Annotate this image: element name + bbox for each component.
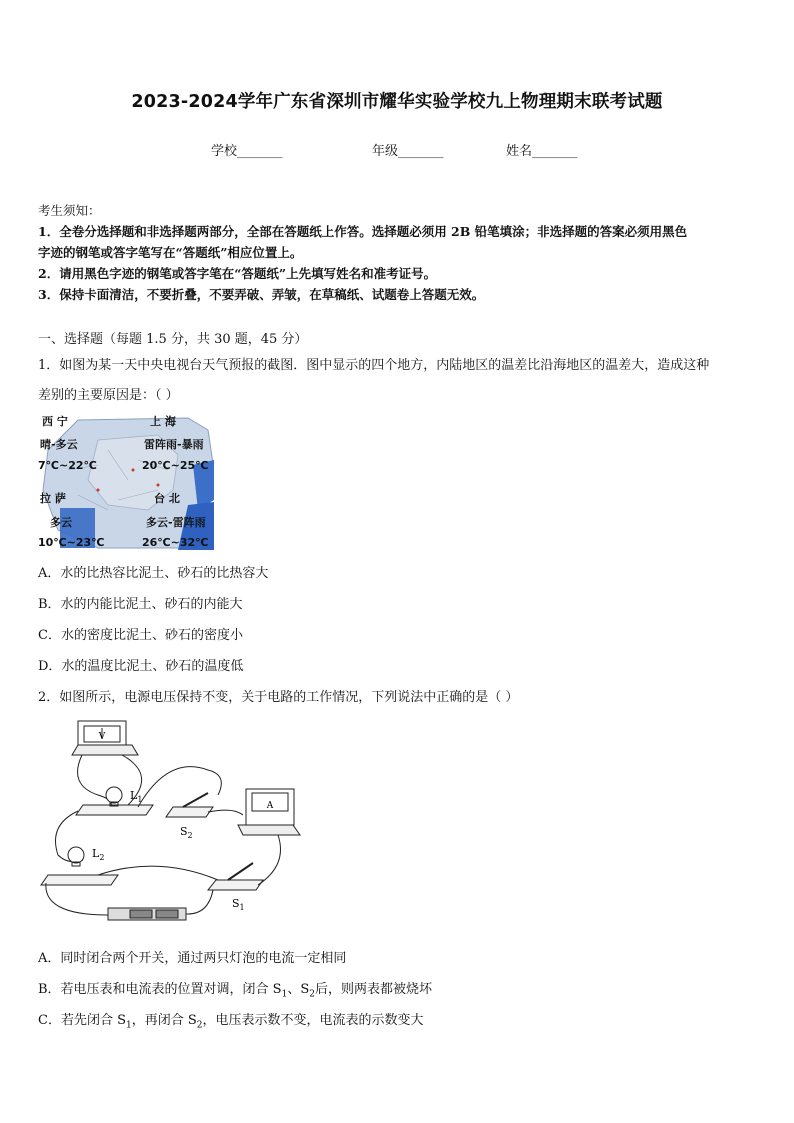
map-weather-xining: 晴-多云 [40,438,78,451]
option-c-sub-1: 1 [126,1020,132,1031]
lamp-l2-label: $L_2$ [92,847,105,862]
option-b-sub-1: 1 [281,989,288,1000]
question-2-stem: 2．如图所示，电源电压保持不变，关于电路的工作情况，下列说法中正确的是（ ） [38,690,519,705]
switch-s1-label: $S_1$ [232,897,245,912]
map-label-taibei: 台 北 [154,492,180,505]
option-c-text-2: ，再闭合 S [131,1013,197,1028]
switch-s2-label: $S_2$ [180,825,193,840]
question-1-option-a: A．水的比热容比泥土、砂石的比热容大 [38,566,269,581]
notice-item-3: 3．保持卡面清洁，不要折叠，不要弄破、弄皱，在草稿纸、试题卷上答题无效。 [38,287,485,302]
map-temp-shanghai: 20℃~25℃ [142,459,209,472]
option-c-text-3: ，电压表示数不变，电流表的示数变大 [202,1013,424,1028]
question-1-stem-line1: 1．如图为某一天中央电视台天气预报的截图．图中显示的四个地方，内陆地区的温差比沿海地区的温差大，造成这种 [38,358,710,373]
circuit-figure [38,715,308,925]
map-label-lasa: 拉 萨 [40,492,66,505]
map-temp-xining: 7℃~22℃ [38,459,97,472]
option-b-text-2: 、S [287,982,310,997]
option-b-text-1: B．若电压表和电流表的位置对调，闭合 S [38,982,282,997]
question-1-option-d: D．水的温度比泥土、砂石的温度低 [38,659,244,674]
map-weather-shanghai: 雷阵雨-暴雨 [144,438,204,451]
switch-s2 [166,807,213,817]
question-1-stem-line2: 差别的主要原因是：（ ） [38,388,179,403]
question-1-option-b: B．水的内能比泥土、砂石的内能大 [38,597,243,612]
question-2-option-b [38,978,432,1000]
option-b-text-3: 后，则两表都被烧坏 [314,982,432,997]
map-label-xining: 西 宁 [42,415,68,428]
option-c-sub-2: 2 [196,1020,203,1031]
weather-map-figure [38,410,214,550]
map-weather-taibei: 多云-雷阵雨 [146,516,206,529]
lamp-l1-label: $L_1$ [130,789,143,804]
notice-item-1-line1: 1．全卷分选择题和非选择题两部分，全部在答题纸上作答。选择题必须用 2B 铅笔填涂；非选择题的答案必须用黑色 [38,224,688,239]
grade-field: 年级_______ [372,144,444,159]
map-weather-lasa: 多云 [50,516,72,529]
circuit-diagram [38,715,308,925]
voltmeter-label: V [98,732,106,742]
map-temp-lasa: 10℃~23℃ [38,536,105,549]
lamp-l1 [106,787,122,803]
switch-s1 [208,880,263,890]
lamp-l2 [68,847,84,863]
question-1-option-c: C．水的密度比泥土、砂石的密度小 [38,628,243,643]
ammeter-label: A [266,801,274,811]
question-2-option-a: A．同时闭合两个开关，通过两只灯泡的电流一定相同 [38,951,347,966]
map-temp-taibei: 26℃~32℃ [142,536,209,549]
notice-item-1-line2: 字迹的钢笔或答字笔写在“答题纸”相应位置上。 [38,245,303,260]
school-field: 学校_______ [211,144,283,159]
name-field: 姓名_______ [506,144,578,159]
notice-item-2: 2．请用黑色字迹的钢笔或答字笔在“答题纸”上先填写姓名和准考证号。 [38,266,437,281]
section-heading: 一、选择题（每题 1.5 分，共 30 题，45 分） [38,332,308,347]
page-title: 2023-2024学年广东省深圳市耀华实验学校九上物理期末联考试题 [131,92,663,112]
map-label-shanghai: 上 海 [150,415,176,428]
question-2-option-c [38,1009,424,1031]
notice-heading: 考生须知： [38,203,101,218]
option-b-sub-2: 2 [309,989,315,1000]
option-c-text-1: C．若先闭合 S [38,1013,126,1028]
